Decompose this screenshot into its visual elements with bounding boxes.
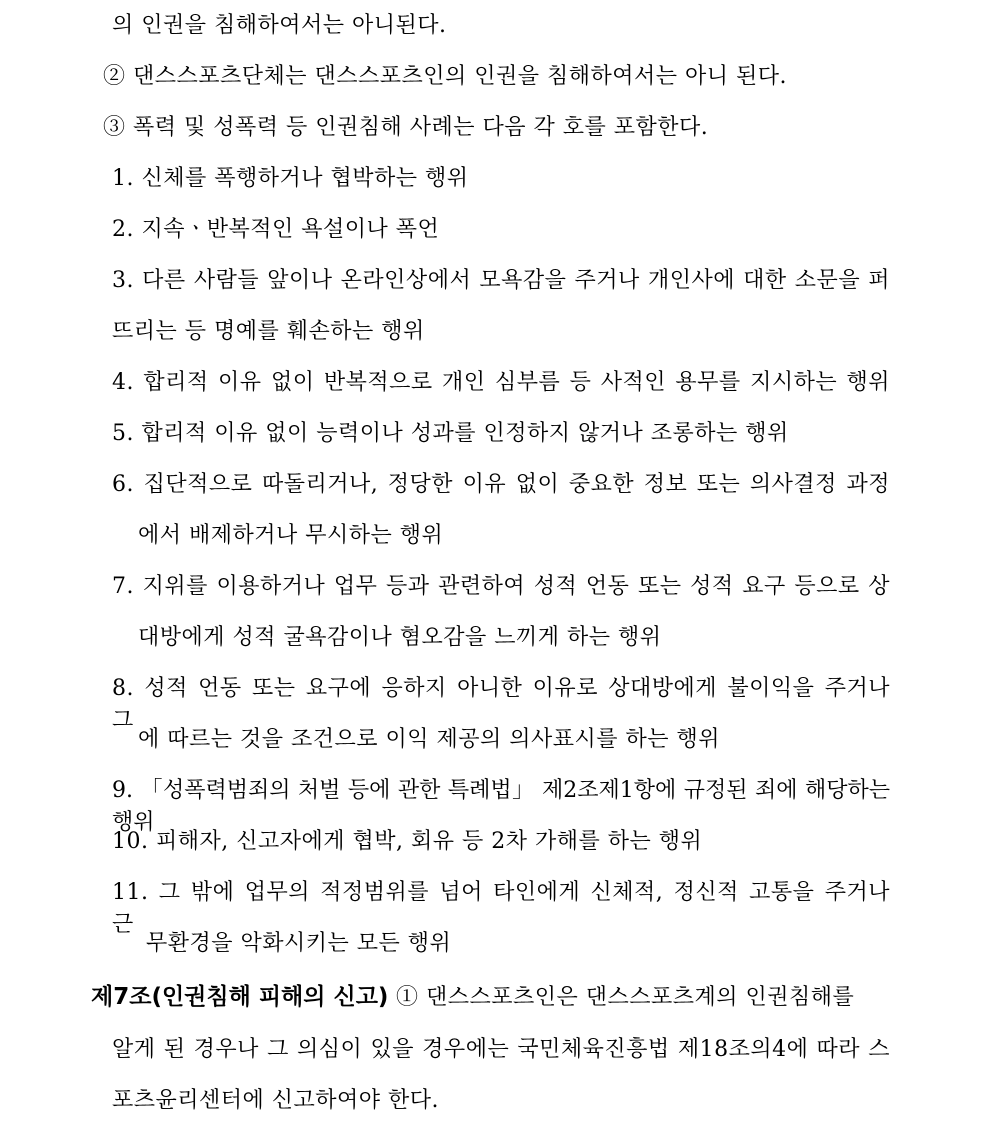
list-item-4: 4. 합리적 이유 없이 반복적으로 개인 심부름 등 사적인 용무를 지시하는 행위 [112,370,890,395]
list-item-6-continuation: 에서 배제하거나 무시하는 행위 [138,523,444,548]
clause-2: ② 댄스스포츠단체는 댄스스포츠인의 인권을 침해하여서는 아니 된다. [103,64,788,89]
article-7-clause-1: ① 댄스스포츠인은 댄스스포츠계의 인권침해를 [395,985,855,1010]
article-7-first-line [91,981,891,1014]
list-item-11: 11. 그 밖에 업무의 적정범위를 넘어 타인에게 신체적, 정신적 고통을 주거나 근 [112,880,890,937]
list-item-2: 2. 지속ㆍ반복적인 욕설이나 폭언 [112,217,440,242]
list-item-5: 5. 합리적 이유 없이 능력이나 성과를 인정하지 않거나 조롱하는 행위 [112,421,789,446]
list-item-11-continuation: 무환경을 악화시키는 모든 행위 [146,931,452,956]
paragraph-line-continuation: 의 인권을 침해하여서는 아니된다. [112,13,447,38]
list-item-10: 10. 피해자, 신고자에게 협박, 회유 등 2차 가해를 하는 행위 [112,829,703,854]
list-item-3-continuation: 뜨리는 등 명예를 훼손하는 행위 [112,319,425,344]
list-item-8: 8. 성적 언동 또는 요구에 응하지 아니한 이유로 상대방에게 불이익을 주거나 그 [112,676,890,733]
list-item-6: 6. 집단적으로 따돌리거나, 정당한 이유 없이 중요한 정보 또는 의사결정 과정 [112,472,890,497]
list-item-1: 1. 신체를 폭행하거나 협박하는 행위 [112,166,469,191]
list-item-3: 3. 다른 사람들 앞이나 온라인상에서 모욕감을 주거나 개인사에 대한 소문을 퍼 [112,268,890,293]
article-7-heading: 제7조(인권침해 피해의 신고) [91,984,389,1010]
list-item-7: 7. 지위를 이용하거나 업무 등과 관련하여 성적 언동 또는 성적 요구 등으로 상 [112,574,890,599]
list-item-8-continuation: 에 따르는 것을 조건으로 이익 제공의 의사표시를 하는 행위 [138,727,720,752]
article-7-continuation-2: 포츠윤리센터에 신고하여야 한다. [112,1088,440,1113]
article-7-continuation-1: 알게 된 경우나 그 의심이 있을 경우에는 국민체육진흥법 제18조의4에 따라 스 [112,1037,890,1062]
clause-3: ③ 폭력 및 성폭력 등 인권침해 사례는 다음 각 호를 포함한다. [103,115,709,140]
list-item-9: 9. 「성폭력범죄의 처벌 등에 관한 특례법」 제2조제1항에 규정된 죄에 해당하는 행위 [112,778,890,835]
list-item-7-continuation: 대방에게 성적 굴욕감이나 혐오감을 느끼게 하는 행위 [138,625,662,650]
